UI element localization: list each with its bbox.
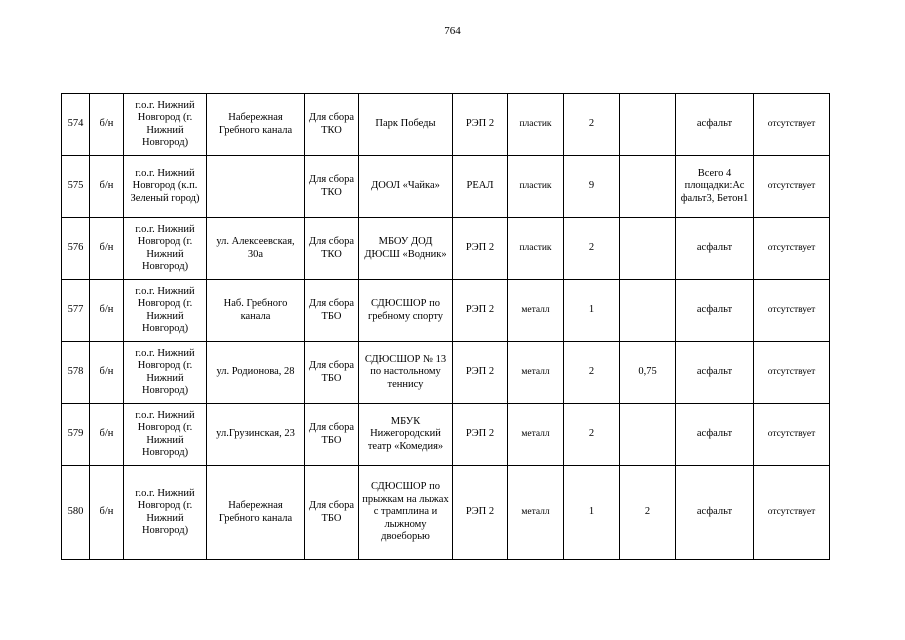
volume: 2 xyxy=(620,466,676,560)
surface: асфальт xyxy=(676,466,754,560)
fence: отсутствует xyxy=(754,94,830,156)
purpose: Для сбора ТКО xyxy=(305,156,359,218)
container-count: 1 xyxy=(564,466,620,560)
address: Наб. Гребного канала xyxy=(207,280,305,342)
volume xyxy=(620,94,676,156)
material: металл xyxy=(508,342,564,404)
fence: отсутствует xyxy=(754,342,830,404)
owner: МБУК Нижегородский театр «Комедия» xyxy=(359,404,453,466)
owner: ДООЛ «Чайка» xyxy=(359,156,453,218)
surface: асфальт xyxy=(676,94,754,156)
volume xyxy=(620,218,676,280)
surface: асфальт xyxy=(676,218,754,280)
row-number: 577 xyxy=(62,280,90,342)
container-count: 2 xyxy=(564,94,620,156)
volume: 0,75 xyxy=(620,342,676,404)
owner: Парк Победы xyxy=(359,94,453,156)
fence: отсутствует xyxy=(754,466,830,560)
container-count: 2 xyxy=(564,404,620,466)
reg-number: б/н xyxy=(90,404,124,466)
purpose: Для сбора ТБО xyxy=(305,342,359,404)
purpose: Для сбора ТКО xyxy=(305,218,359,280)
address: Набережная Гребного канала xyxy=(207,466,305,560)
fence: отсутствует xyxy=(754,218,830,280)
table-row xyxy=(62,94,830,156)
settlement: г.о.г. Нижний Новгород (г. Нижний Новгород) xyxy=(124,404,207,466)
surface: Всего 4 площадки:Ас фальт3, Бетон1 xyxy=(676,156,754,218)
purpose: Для сбора ТКО xyxy=(305,94,359,156)
operator: РЭП 2 xyxy=(453,466,508,560)
row-number: 574 xyxy=(62,94,90,156)
purpose: Для сбора ТБО xyxy=(305,466,359,560)
settlement: г.о.г. Нижний Новгород (г. Нижний Новгород) xyxy=(124,94,207,156)
volume xyxy=(620,280,676,342)
container-count: 9 xyxy=(564,156,620,218)
row-number: 578 xyxy=(62,342,90,404)
table-row xyxy=(62,218,830,280)
settlement: г.о.г. Нижний Новгород (г. Нижний Новгород) xyxy=(124,466,207,560)
settlement: г.о.г. Нижний Новгород (г. Нижний Новгород) xyxy=(124,218,207,280)
fence: отсутствует xyxy=(754,280,830,342)
purpose: Для сбора ТБО xyxy=(305,280,359,342)
owner: МБОУ ДОД ДЮСШ «Водник» xyxy=(359,218,453,280)
material: металл xyxy=(508,466,564,560)
reg-number: б/н xyxy=(90,94,124,156)
address xyxy=(207,156,305,218)
material: пластик xyxy=(508,218,564,280)
settlement: г.о.г. Нижний Новгород (к.п. Зеленый город) xyxy=(124,156,207,218)
address: ул. Родионова, 28 xyxy=(207,342,305,404)
fence: отсутствует xyxy=(754,404,830,466)
reg-number: б/н xyxy=(90,156,124,218)
reg-number: б/н xyxy=(90,218,124,280)
surface: асфальт xyxy=(676,280,754,342)
container-count: 2 xyxy=(564,218,620,280)
operator: РЭП 2 xyxy=(453,280,508,342)
container-count: 1 xyxy=(564,280,620,342)
address: Набережная Гребного канала xyxy=(207,94,305,156)
fence: отсутствует xyxy=(754,156,830,218)
row-number: 576 xyxy=(62,218,90,280)
owner: СДЮСШОР № 13 по настольному теннису xyxy=(359,342,453,404)
operator: РЕАЛ xyxy=(453,156,508,218)
owner: СДЮСШОР по гребному спорту xyxy=(359,280,453,342)
settlement: г.о.г. Нижний Новгород (г. Нижний Новгород) xyxy=(124,342,207,404)
reg-number: б/н xyxy=(90,466,124,560)
settlement: г.о.г. Нижний Новгород (г. Нижний Новгород) xyxy=(124,280,207,342)
purpose: Для сбора ТБО xyxy=(305,404,359,466)
address: ул.Грузинская, 23 xyxy=(207,404,305,466)
table-row xyxy=(62,404,830,466)
reg-number: б/н xyxy=(90,342,124,404)
volume xyxy=(620,156,676,218)
material: металл xyxy=(508,280,564,342)
material: пластик xyxy=(508,156,564,218)
owner: СДЮСШОР по прыжкам на лыжах с трамплина и лыжному двоеборью xyxy=(359,466,453,560)
surface: асфальт xyxy=(676,342,754,404)
material: металл xyxy=(508,404,564,466)
row-number: 580 xyxy=(62,466,90,560)
row-number: 579 xyxy=(62,404,90,466)
operator: РЭП 2 xyxy=(453,94,508,156)
container-sites-table xyxy=(61,93,830,560)
operator: РЭП 2 xyxy=(453,218,508,280)
table-row xyxy=(62,156,830,218)
address: ул. Алексеевская, 30а xyxy=(207,218,305,280)
surface: асфальт xyxy=(676,404,754,466)
operator: РЭП 2 xyxy=(453,342,508,404)
row-number: 575 xyxy=(62,156,90,218)
volume xyxy=(620,404,676,466)
table-row xyxy=(62,342,830,404)
page-number: 764 xyxy=(444,25,461,37)
container-count: 2 xyxy=(564,342,620,404)
operator: РЭП 2 xyxy=(453,404,508,466)
material: пластик xyxy=(508,94,564,156)
table-row xyxy=(62,466,830,560)
table-row xyxy=(62,280,830,342)
reg-number: б/н xyxy=(90,280,124,342)
